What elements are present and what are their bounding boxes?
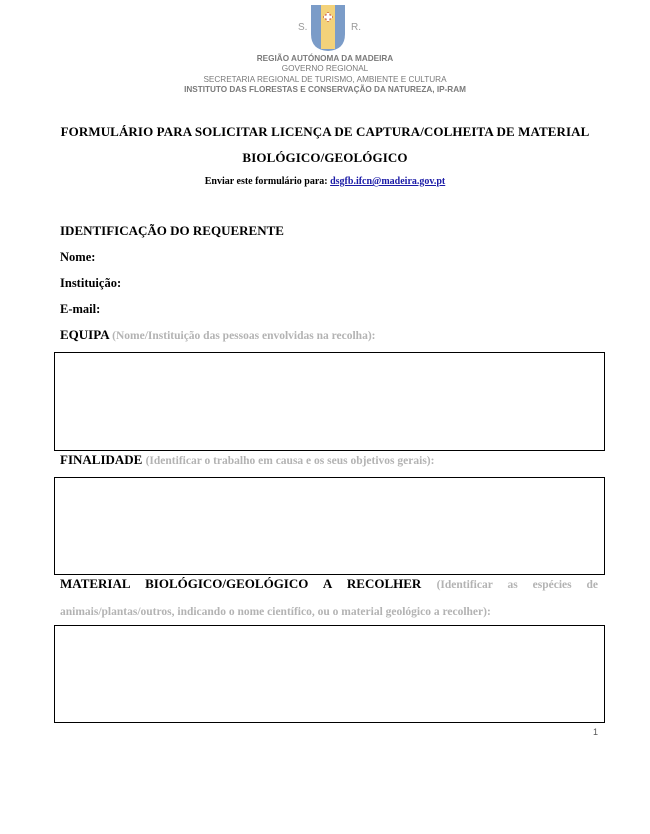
material-heading (60, 571, 598, 625)
organization-lines (0, 54, 650, 95)
org-secretariat: SECRETARIA REGIONAL DE TURISMO, AMBIENTE E CULTURA (203, 74, 447, 84)
institution-label: Instituição: (60, 276, 122, 290)
team-heading (60, 327, 375, 343)
team-input-box[interactable] (54, 352, 605, 451)
crest-left-letter: S. (298, 22, 308, 33)
purpose-label: FINALIDADE (60, 452, 143, 467)
form-title-line-2: BIOLÓGICO/GEOLÓGICO (242, 150, 408, 165)
applicant-section-title: IDENTIFICAÇÃO DO REQUERENTE (60, 223, 284, 238)
purpose-input-box[interactable] (54, 477, 605, 575)
team-label: EQUIPA (60, 327, 109, 342)
coat-of-arms-icon (310, 4, 346, 52)
material-label: MATERIAL BIOLÓGICO/GEOLÓGICO A RECOLHER (60, 576, 422, 591)
org-government: GOVERNO REGIONAL (281, 64, 369, 74)
purpose-heading (60, 452, 434, 468)
send-to-label: Enviar este formulário para: (204, 176, 328, 187)
org-region: REGIÃO AUTÓNOMA DA MADEIRA (256, 54, 394, 63)
page-number: 1 (593, 727, 599, 737)
material-input-box[interactable] (54, 625, 605, 723)
form-title-line-1: FORMULÁRIO PARA SOLICITAR LICENÇA DE CAPTURA/COLHEITA DE MATERIAL (60, 124, 590, 139)
org-institute: INSTITUTO DAS FLORESTAS E CONSERVAÇÃO DA NATUREZA, IP-RAM (184, 84, 466, 94)
email-label: E-mail: (60, 302, 101, 316)
team-hint: (Nome/Instituição das pessoas envolvidas na recolha): (112, 330, 376, 342)
send-to-email-link[interactable]: dsgfb.ifcn@madeira.gov.pt (330, 176, 446, 187)
name-label: Nome: (60, 250, 96, 264)
material-hint: (Identificar as espécies de animais/plantas/outros, indicando o nome científico, ou o material geológico a recolher): (60, 579, 599, 618)
send-to-line (0, 176, 650, 187)
crest-row (0, 2, 650, 52)
crest-right-letter: R. (351, 22, 361, 33)
purpose-hint: (Identificar o trabalho em causa e os seus objetivos gerais): (145, 455, 435, 467)
